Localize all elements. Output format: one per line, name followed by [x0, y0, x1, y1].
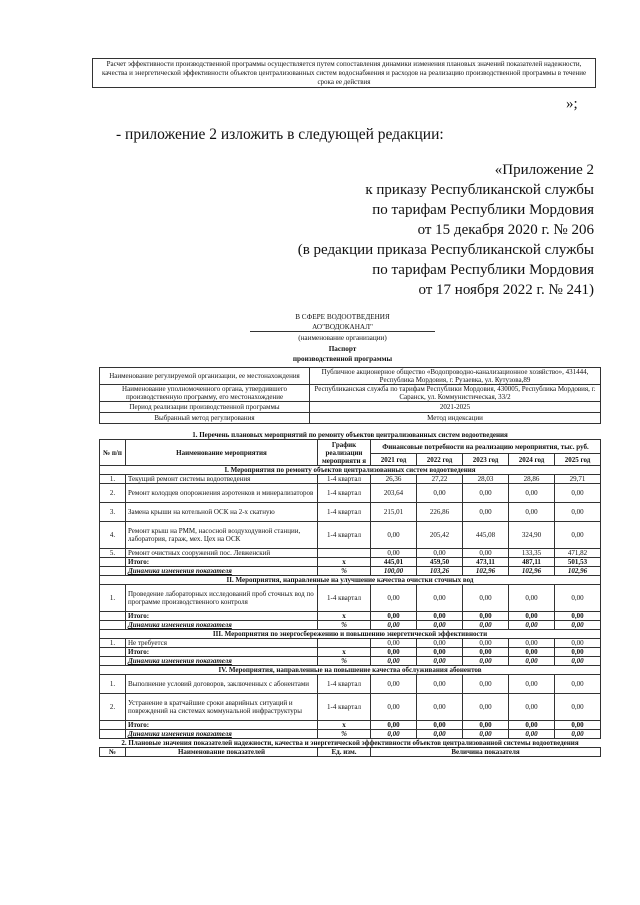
table2-header-row: [100, 748, 601, 757]
total-value: 0,00: [509, 612, 555, 621]
measure-value: 0,00: [371, 522, 417, 549]
organization-name: АО"ВОДОКАНАЛ": [250, 323, 435, 332]
measure-schedule: 1-4 квартал: [318, 694, 371, 721]
measure-schedule: 1-4 квартал: [318, 585, 371, 612]
measure-value: 28,03: [463, 475, 509, 484]
measure-value: 0,00: [371, 694, 417, 721]
measure-value: 0,00: [371, 639, 417, 648]
section-title: IV. Мероприятия, направленные на повышение качества обслуживания абонентов: [100, 666, 601, 675]
table-row: [100, 675, 601, 694]
dynamics-value: 103,26: [417, 567, 463, 576]
unit-cell: x: [318, 558, 371, 567]
measure-value: 0,00: [463, 639, 509, 648]
dynamics-label: Динамика изменения показателя: [126, 730, 318, 739]
unit-cell: %: [318, 730, 371, 739]
dynamics-value: 0,00: [555, 621, 601, 630]
dynamics-value: 0,00: [371, 657, 417, 666]
measure-value: 0,00: [555, 503, 601, 522]
passport-table: [99, 367, 601, 424]
measure-value: 226,86: [417, 503, 463, 522]
measure-value: 0,00: [555, 522, 601, 549]
year-header: 2021 год: [371, 454, 417, 466]
measure-value: 203,64: [371, 484, 417, 503]
total-value: 0,00: [509, 721, 555, 730]
passport-heading: Паспорт: [328, 345, 357, 353]
appendix-line: к приказу Республиканской службы: [365, 182, 594, 198]
total-value: 0,00: [371, 648, 417, 657]
unit-cell: x: [318, 648, 371, 657]
measure-value: 0,00: [417, 639, 463, 648]
measure-schedule: 1-4 квартал: [318, 675, 371, 694]
dynamics-value: 102,96: [555, 567, 601, 576]
dynamics-label: Динамика изменения показателя: [126, 567, 318, 576]
dynamics-value: 102,96: [509, 567, 555, 576]
total-value: 0,00: [371, 612, 417, 621]
dynamics-value: 0,00: [417, 621, 463, 630]
table-row: [100, 368, 601, 385]
measure-schedule: 1-4 квартал: [318, 475, 371, 484]
measure-value: 0,00: [463, 503, 509, 522]
row-number: [100, 657, 126, 666]
table-row: [100, 413, 601, 424]
table-row: [100, 402, 601, 413]
total-value: 0,00: [463, 612, 509, 621]
measure-value: 26,36: [371, 475, 417, 484]
total-label: Итого:: [126, 558, 318, 567]
table-title-row: [100, 431, 601, 440]
appendix-header: [264, 160, 594, 300]
dynamics-row: [100, 657, 601, 666]
measure-value: 471,82: [555, 549, 601, 558]
year-header: 2022 год: [417, 454, 463, 466]
table-title: 1. Перечень плановых мероприятий по ремонту объектов централизованных систем водоотведения: [100, 431, 601, 440]
section-title: II. Мероприятия, направленные на улучшение качества очистки сточных вод: [100, 576, 601, 585]
row-number: [100, 567, 126, 576]
total-value: 0,00: [555, 648, 601, 657]
section-title: I. Мероприятия по ремонту объектов централизованных систем водоотведения: [100, 466, 601, 475]
instruction-text: - приложение 2 изложить в следующей редакции:: [116, 126, 444, 143]
dynamics-value: 0,00: [417, 657, 463, 666]
t2-col-name: Наименование показателей: [126, 748, 318, 757]
measure-value: 0,00: [509, 639, 555, 648]
appendix-line: по тарифам Республики Мордовия: [372, 262, 594, 278]
measure-name: Текущий ремонт системы водоотведения: [126, 475, 318, 484]
total-value: 501,53: [555, 558, 601, 567]
previous-clause-text: Расчет эффективности производственной программы осуществляется путем сопоставления динамики изменения плановых значений показателей надежности, качества и энергетической эффективности объектов централизованных систем водоснабжения и расходов на реализацию производственной программы в течение срока ее действия: [101, 60, 587, 86]
row-number: 1.: [100, 475, 126, 484]
dynamics-value: 0,00: [555, 730, 601, 739]
total-value: 0,00: [371, 721, 417, 730]
measure-value: 0,00: [509, 675, 555, 694]
appendix-line: от 17 ноября 2022 г. № 241): [418, 282, 594, 298]
dynamics-value: 0,00: [463, 621, 509, 630]
total-value: 487,11: [509, 558, 555, 567]
table-row: [100, 639, 601, 648]
dynamics-value: 0,00: [371, 730, 417, 739]
row-number: [100, 648, 126, 657]
year-header: 2023 год: [463, 454, 509, 466]
row-number: 5.: [100, 549, 126, 558]
dynamics-value: 0,00: [509, 621, 555, 630]
section-title: III. Мероприятия по энергосбережению и повышению энергетической эффективности: [100, 630, 601, 639]
dynamics-value: 102,96: [463, 567, 509, 576]
dynamics-row: [100, 567, 601, 576]
row-number: [100, 612, 126, 621]
total-value: 0,00: [463, 721, 509, 730]
col-schedule-header: График реализации мероприяти я: [318, 440, 371, 466]
measure-value: 0,00: [509, 585, 555, 612]
measure-value: 0,00: [463, 549, 509, 558]
measure-value: 0,00: [371, 585, 417, 612]
total-value: 473,11: [463, 558, 509, 567]
measure-name: Устранение в кратчайшие сроки аварийных ситуаций и повреждений на системах коммунальной инфраструктуры: [126, 694, 318, 721]
total-value: 0,00: [463, 648, 509, 657]
dynamics-row: [100, 730, 601, 739]
table-header-row: [100, 440, 601, 454]
measure-schedule: 1-4 квартал: [318, 503, 371, 522]
row-number: [100, 558, 126, 567]
dynamics-label: Динамика изменения показателя: [126, 657, 318, 666]
measure-value: 0,00: [509, 484, 555, 503]
measure-value: 0,00: [463, 585, 509, 612]
total-value: 0,00: [555, 612, 601, 621]
row-number: 2.: [100, 694, 126, 721]
year-header: 2024 год: [509, 454, 555, 466]
measure-name: Ремонт колодцев опорожнения аэротенков и минерализаторов: [126, 484, 318, 503]
section-row: [100, 630, 601, 639]
measure-schedule: [318, 639, 371, 648]
total-row: [100, 612, 601, 621]
appendix-line: (в редакции приказа Республиканской службы: [297, 242, 594, 258]
total-value: 0,00: [509, 648, 555, 657]
measure-schedule: 1-4 квартал: [318, 484, 371, 503]
table-row: [100, 585, 601, 612]
t2-col-unit: Ед. изм.: [318, 748, 371, 757]
table-row: [100, 503, 601, 522]
total-row: [100, 648, 601, 657]
row-number: 1.: [100, 675, 126, 694]
section-row: [100, 466, 601, 475]
table-row: [100, 475, 601, 484]
total-row: [100, 558, 601, 567]
row-number: 1.: [100, 585, 126, 612]
measures-table: [99, 431, 601, 757]
measure-value: 29,71: [555, 475, 601, 484]
measure-value: 0,00: [417, 484, 463, 503]
table-row: [100, 522, 601, 549]
table-row: [100, 694, 601, 721]
dynamics-value: 0,00: [463, 657, 509, 666]
measure-value: 0,00: [371, 675, 417, 694]
measure-value: 28,86: [509, 475, 555, 484]
measure-value: 0,00: [463, 694, 509, 721]
measure-value: 0,00: [371, 549, 417, 558]
measure-value: 0,00: [509, 503, 555, 522]
total-value: 0,00: [417, 721, 463, 730]
measure-value: 445,08: [463, 522, 509, 549]
unit-cell: %: [318, 657, 371, 666]
measure-name: Замена крыши на котельной ОСК на 2-х скатную: [126, 503, 318, 522]
row-number: 1.: [100, 639, 126, 648]
row-number: [100, 730, 126, 739]
measure-name: Ремонт крыш на РММ, насосной воздуходувной станции, лаборатория, гараж, мех. Цех на ОСК: [126, 522, 318, 549]
passport-value: Республиканская служба по тарифам Республики Мордовия, 430005, Республика Мордовия, г. Саранск, ул. Коммунистическая, 33/2: [310, 385, 601, 402]
closing-quote: »;: [566, 96, 578, 112]
table-row: [100, 549, 601, 558]
measure-name: Ремонт очистных сооружений пос. Левженский: [126, 549, 318, 558]
passport-value: 2021-2025: [310, 402, 601, 413]
dynamics-value: 0,00: [371, 621, 417, 630]
measure-value: 0,00: [417, 549, 463, 558]
measure-value: 0,00: [555, 585, 601, 612]
measure-value: 27,22: [417, 475, 463, 484]
unit-cell: %: [318, 567, 371, 576]
measure-value: 205,42: [417, 522, 463, 549]
table2-title: 2. Плановые значения показателей надежности, качества и энергетической эффективности объектов централизованной системы водоотведения: [100, 739, 601, 748]
measure-value: 0,00: [555, 675, 601, 694]
measure-value: 324,90: [509, 522, 555, 549]
table-row: [100, 385, 601, 402]
table2-title-row: [100, 739, 601, 748]
measure-value: 0,00: [555, 639, 601, 648]
total-value: 459,50: [417, 558, 463, 567]
measure-value: 0,00: [463, 675, 509, 694]
measure-schedule: [318, 549, 371, 558]
row-number: 4.: [100, 522, 126, 549]
col-num-header: № п/п: [100, 440, 126, 466]
total-label: Итого:: [126, 648, 318, 657]
measure-value: 0,00: [509, 694, 555, 721]
table-row: [100, 484, 601, 503]
measure-value: 0,00: [555, 694, 601, 721]
passport-value: Публичное акционерное общество «Водопроводно-канализационное хозяйство», 431444, Республика Мордовия, г. Рузаевка, ул. Кутузова,89: [310, 368, 601, 385]
measure-name: Проведение лабораторных исследований проб сточных вод по программе производственного контроля: [126, 585, 318, 612]
measure-name: Не требуется: [126, 639, 318, 648]
total-value: 0,00: [417, 612, 463, 621]
measure-value: 0,00: [463, 484, 509, 503]
total-label: Итого:: [126, 612, 318, 621]
total-value: 445,01: [371, 558, 417, 567]
total-label: Итого:: [126, 721, 318, 730]
total-row: [100, 721, 601, 730]
passport-label: Наименование уполномоченного органа, утвердившего производственную программу, его местонахождение: [100, 385, 310, 402]
dynamics-row: [100, 621, 601, 630]
t2-col-num: №: [100, 748, 126, 757]
row-number: [100, 721, 126, 730]
passport-label: Период реализации производственной программы: [100, 402, 310, 413]
measure-name: Выполнение условий договоров, заключенных с абонентами: [126, 675, 318, 694]
unit-cell: %: [318, 621, 371, 630]
dynamics-value: 0,00: [555, 657, 601, 666]
total-value: 0,00: [555, 721, 601, 730]
measure-value: 133,35: [509, 549, 555, 558]
section-row: [100, 666, 601, 675]
passport-label: Выбранный метод регулирования: [100, 413, 310, 424]
dynamics-value: 0,00: [509, 657, 555, 666]
passport-label: Наименование регулируемой организации, ее местонахождения: [100, 368, 310, 385]
program-heading: производственной программы: [292, 355, 393, 363]
year-header: 2025 год: [555, 454, 601, 466]
measure-value: 0,00: [417, 675, 463, 694]
passport-value: Метод индексации: [310, 413, 601, 424]
appendix-line: от 15 декабря 2020 г. № 206: [417, 222, 594, 238]
measure-schedule: 1-4 квартал: [318, 522, 371, 549]
unit-cell: x: [318, 612, 371, 621]
dynamics-label: Динамика изменения показателя: [126, 621, 318, 630]
row-number: 3.: [100, 503, 126, 522]
measure-value: 215,01: [371, 503, 417, 522]
organization-caption: (наименование организации): [298, 334, 387, 342]
row-number: 2.: [100, 484, 126, 503]
dynamics-value: 0,00: [509, 730, 555, 739]
unit-cell: x: [318, 721, 371, 730]
appendix-line: по тарифам Республики Мордовия: [372, 202, 594, 218]
dynamics-value: 0,00: [417, 730, 463, 739]
col-name-header: Наименование мероприятия: [126, 440, 318, 466]
dynamics-value: 100,00: [371, 567, 417, 576]
col-finance-header: Финансовые потребности на реализацию мероприятия, тыс. руб.: [371, 440, 601, 454]
measure-value: 0,00: [417, 694, 463, 721]
measure-value: 0,00: [417, 585, 463, 612]
appendix-line: «Приложение 2: [494, 162, 594, 178]
sphere-heading: В СФЕРЕ ВОДООТВЕДЕНИЯ: [295, 313, 390, 321]
dynamics-value: 0,00: [463, 730, 509, 739]
measure-value: 0,00: [555, 484, 601, 503]
previous-clause-box: [92, 58, 596, 88]
section-row: [100, 576, 601, 585]
t2-col-value: Величина показателя: [371, 748, 601, 757]
total-value: 0,00: [417, 648, 463, 657]
row-number: [100, 621, 126, 630]
